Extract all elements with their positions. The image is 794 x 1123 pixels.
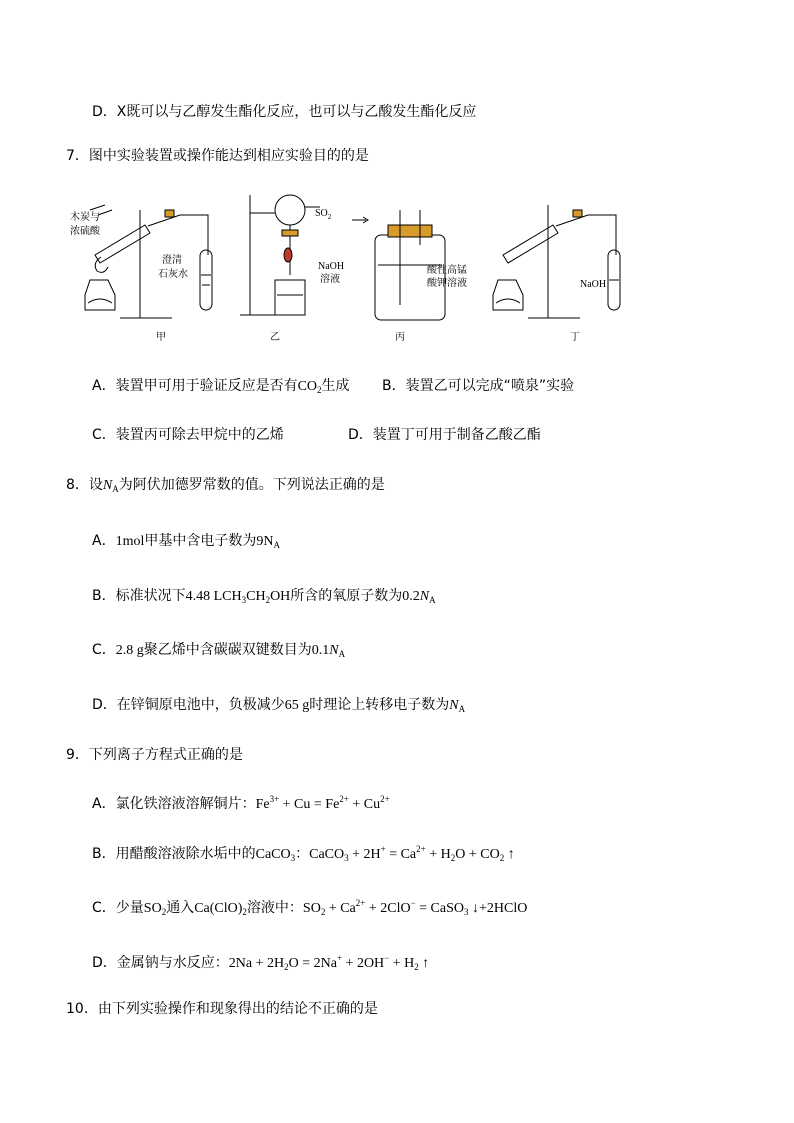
caption-ding: 丁: [570, 332, 580, 343]
q10-stem: 10．由下列实验操作和现象得出的结论不正确的是: [66, 1001, 378, 1017]
q8-stem: 8．设$N_A$为阿伏加德罗常数的值。下列说法正确的是: [66, 477, 385, 494]
q8-option-a: A．1mol甲基中含电子数为$9N_A$: [92, 533, 280, 550]
q7-option-c: C．装置丙可除去甲烷中的乙烯: [92, 427, 284, 443]
q7-apparatus-figure: [70, 185, 640, 350]
q7-option-b: B．装置乙可以完成“喷泉”实验: [382, 378, 575, 394]
label-ding-sol: NaOH: [580, 279, 607, 290]
label-yi-sol-2: 溶液: [320, 274, 340, 285]
label-jia-reagent-2: 浓硫酸: [70, 226, 100, 237]
q7-option-a-tail: 生成: [321, 378, 350, 394]
q7-stem: 7．图中实验装置或操作能达到相应实验目的的是: [66, 148, 369, 164]
q9-option-c: C．少量$SO_2$通入$Ca(ClO)_2$溶液中：$SO_2 + Ca^{2+} + 2ClO^-$ = CaSO$_3$ ↓+2HClO: [92, 898, 528, 917]
apparatus-jia: [85, 205, 212, 318]
label-yi-gas: $SO_2$: [315, 208, 332, 221]
caption-jia: 甲: [156, 332, 166, 343]
label-bing-sol-1: 酸性高锰: [427, 265, 467, 276]
q7-option-d: D．装置丁可用于制备乙酸乙酯: [348, 427, 541, 443]
label-yi-sol-1: NaOH: [318, 261, 345, 272]
q8-option-c: C．2.8 g聚乙烯中含碳碳双键数目为$0.1N_A$: [92, 642, 346, 659]
apparatus-ding: [493, 205, 620, 318]
q8-option-d: D．在锌铜原电池中，负极减少65 g时理论上转移电子数为$N_A$: [92, 697, 466, 714]
label-jia-reagent-1: 木炭与: [70, 212, 100, 223]
q6-option-d: D．X既可以与乙醇发生酯化反应，也可以与乙酸发生酯化反应: [92, 104, 477, 120]
q8-option-b: B．标准状况下4.48 $LCH_3CH_2OH$所含的氧原子数为$0.2N_A$: [92, 588, 436, 605]
label-jia-tube-1: 澄清: [162, 255, 182, 266]
apparatus-yi: [240, 195, 320, 315]
caption-yi: 乙: [270, 332, 280, 343]
q7-option-a-text: A．装置甲可用于验证反应是否有: [92, 378, 298, 394]
q9-option-a: A．氯化铁溶液溶解铜片：$Fe^{3+} + Cu = Fe^{2+} + Cu^{2+}$: [92, 794, 390, 812]
caption-bing: 丙: [395, 332, 405, 343]
label-bing-sol-2: 酸钾溶液: [427, 278, 467, 289]
q7-option-a-chem: $CO_2$: [297, 379, 322, 395]
label-jia-tube-2: 石灰水: [158, 269, 188, 280]
q7-option-a: [92, 376, 350, 400]
q9-option-d: D．金属钠与水反应：$2Na + 2H_2O = 2Na^+ + 2OH^- + H_2$ ↑: [92, 953, 430, 972]
q9-option-b: B．用醋酸溶液除水垢中的CaCO$_3$：CaCO$_3$ + $2H^+ = Ca^{2+} + H_2O + CO_2$ ↑: [92, 844, 515, 863]
q9-stem: 9．下列离子方程式正确的是: [66, 747, 243, 763]
